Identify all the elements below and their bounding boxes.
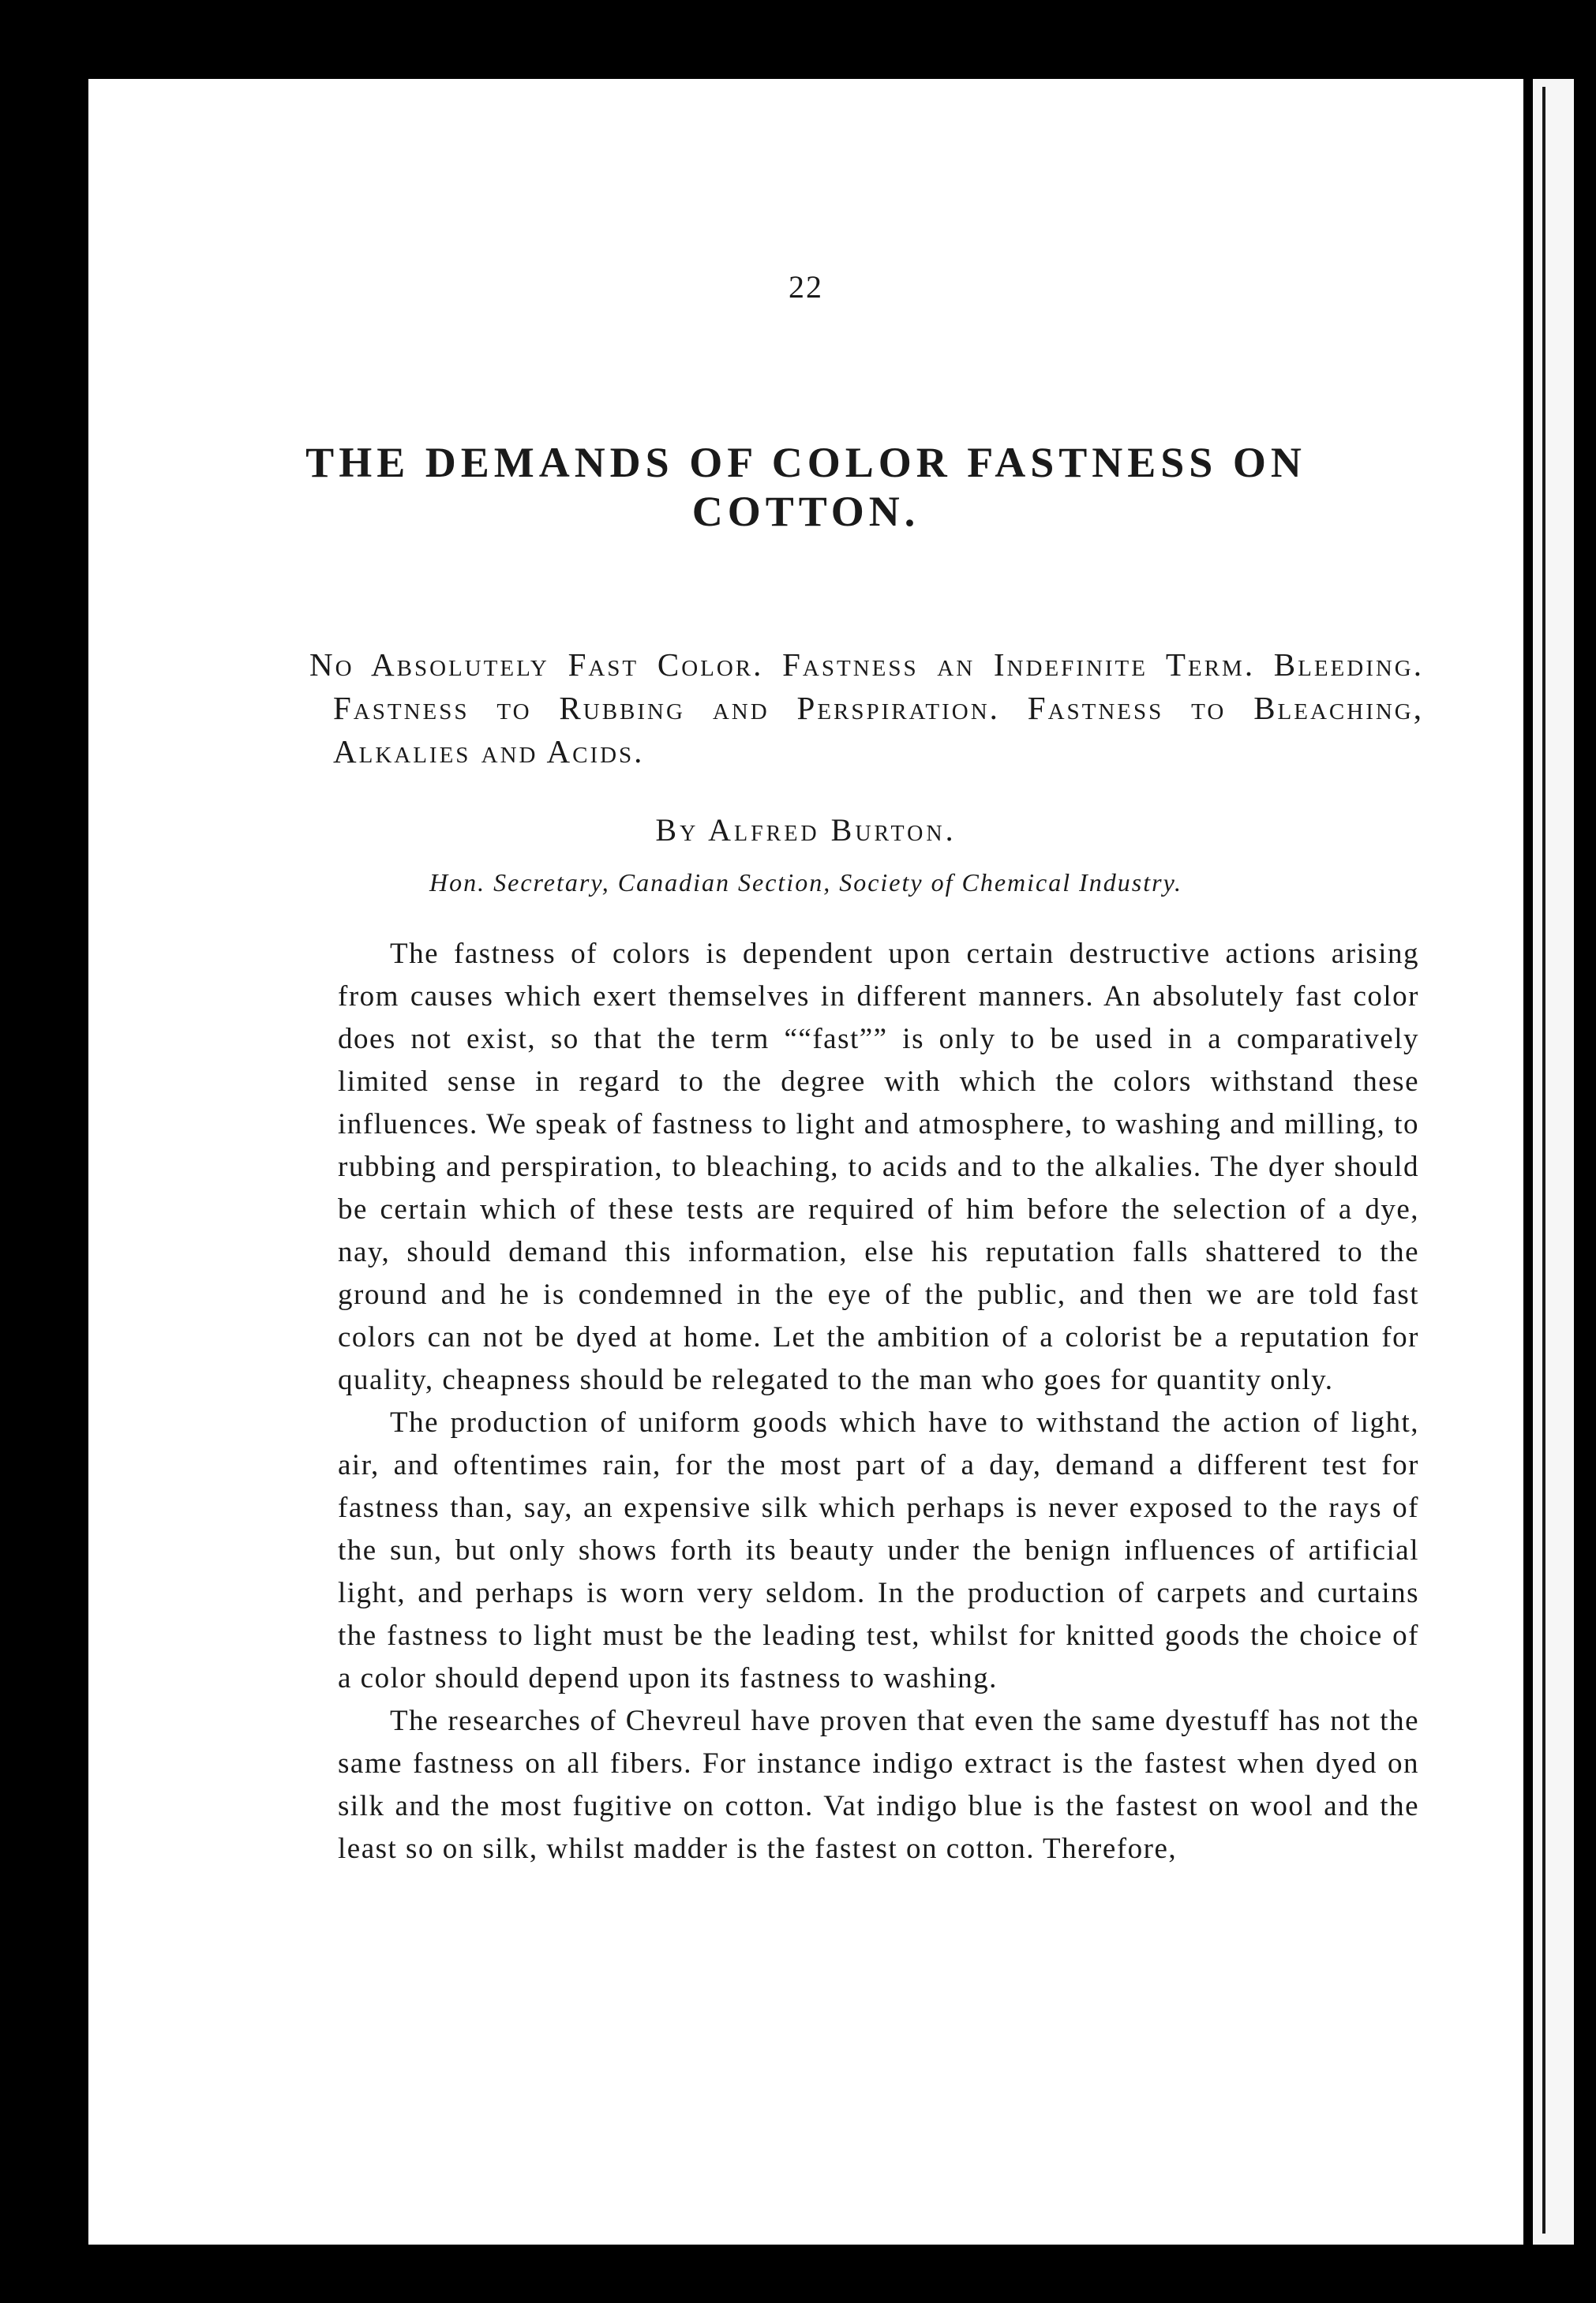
document-page xyxy=(88,79,1523,2245)
next-page-edge xyxy=(1533,79,1574,2245)
page-edge-rule xyxy=(1542,87,1545,2234)
author-byline: By Alfred Burton. xyxy=(655,812,957,848)
body-paragraph: The production of uniform goods which have to withstand the action of light, air, and oftentimes rain, for the most part of a day, demand a different test for fastness than, say, an expensive silk which perhaps is never exposed to the rays of the sun, but only shows forth its beauty under the benign influences of artificial light, and perhaps is worn very seldom. In the production of carpets and curtains the fastness to light must be the leading test, whilst for knitted goods the choice of a color should depend upon its fastness to washing. xyxy=(338,1406,1419,1694)
body-paragraph: The researches of Chevreul have proven that even the same dyestuff has not the same fastness on all fibers. For instance indigo extract is the fastest when dyed on silk and the most fugitive on cotton. Vat indigo blue is the fastest on wool and the least so on silk, whilst madder is the fastest on cotton. Therefore, xyxy=(338,1705,1419,1865)
article-subtitle: No Absolutely Fast Color. Fastness an Indefinite Term. Bleeding. Fastness to Rubbing and Perspiration. Fastness to Bleaching, Alkalies and Acids. xyxy=(309,646,1424,770)
author-affiliation: Hon. Secretary, Canadian Section, Society of Chemical Industry. xyxy=(429,868,1182,897)
body-paragraph: The fastness of colors is dependent upon certain destructive actions arising from causes which exert themselves in different manners. An absolutely fast color does not exist, so that the term ““fast”” is only to be used in a comparatively limited sense in regard to the degree with which the colors withstand these influences. We speak of fastness to light and atmosphere, to washing and milling, to rubbing and perspiration, to bleaching, to acids and to the alkalies. The dyer should be certain which of these tests are required of him before the selection of a dye, nay, should demand this information, else his reputation falls shattered to the ground and he is condemned in the eye of the public, and then we are told fast colors can not be dyed at home. Let the ambition of a colorist be a reputation for quality, cheapness should be relegated to the man who goes for quantity only. xyxy=(338,938,1419,1396)
article-title: THE DEMANDS OF COLOR FASTNESS ON COTTON. xyxy=(305,439,1306,535)
page-number: 22 xyxy=(789,269,823,305)
article-body xyxy=(338,933,1419,1870)
